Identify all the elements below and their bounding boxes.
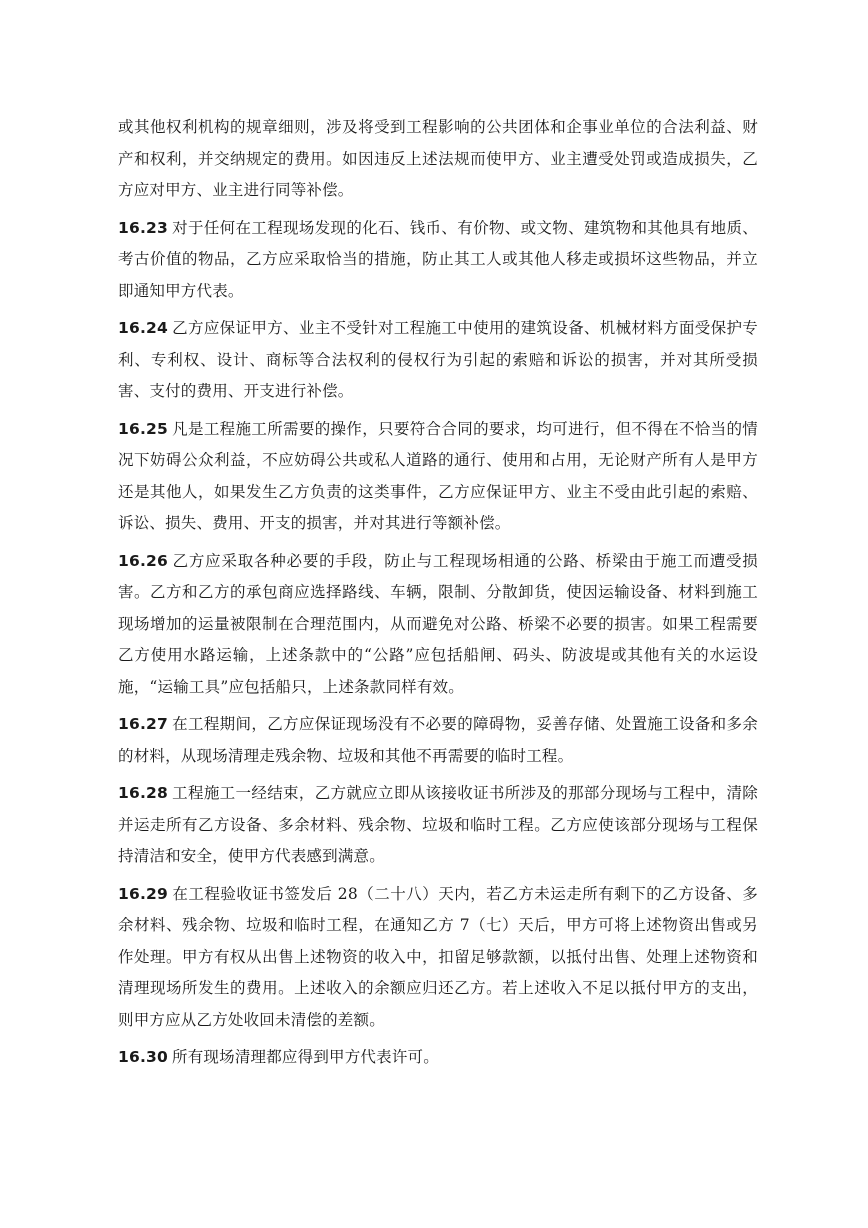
clause-16-28 xyxy=(118,778,758,873)
clause-16-30 xyxy=(118,1042,758,1074)
clause-text: 乙方应采取各种必要的手段，防止与工程现场相通的公路、桥梁由于施工而遭受损害。乙方和乙方的承包商应选择路线、车辆，限制、分散卸货，使因运输设备、材料到施工现场增加的运量被限制在合理范围内，从而避免对公路、桥梁不必要的损害。如果工程需要乙方使用水路运输，上述条款中的“公路”应包括船闸、码头、防波堤或其他有关的水运设施，“运输工具”应包括船只，上述条款同样有效。 xyxy=(118,551,758,696)
clause-number: 16.30 xyxy=(118,1048,169,1066)
clause-text: 凡是工程施工所需要的操作，只要符合合同的要求，均可进行，但不得在不恰当的情况下妨碍公众利益，不应妨碍公共或私人道路的通行、使用和占用，无论财产所有人是甲方还是其他人，如果发生乙方负责的这类事件，乙方应保证甲方、业主不受由此引起的索赔、诉讼、损失、费用、开支的损害，并对其进行等额补偿。 xyxy=(118,419,758,532)
clause-number: 16.24 xyxy=(118,319,169,337)
clause-text: 乙方应保证甲方、业主不受针对工程施工中使用的建筑设备、机械材料方面受保护专利、专利权、设计、商标等合法权利的侵权行为引起的索赔和诉讼的损害，并对其所受损害、支付的费用、开支进行补偿。 xyxy=(118,319,758,400)
clause-text: 对于任何在工程现场发现的化石、钱币、有价物、或文物、建筑物和其他具有地质、考古价值的物品，乙方应采取恰当的措施，防止其工人或其他人移走或损坏这些物品，并立即通知甲方代表。 xyxy=(118,218,758,300)
clause-number: 16.26 xyxy=(118,551,169,570)
clause-text: 工程施工一经结束，乙方就应立即从该接收证书所涉及的那部分现场与工程中，清除并运走所有乙方设备、多余材料、残余物、垃圾和临时工程。乙方应使该部分现场与工程保持清洁和安全，使甲方代表感到满意。 xyxy=(118,784,758,865)
paragraph-text: 或其他权利机构的规章细则，涉及将受到工程影响的公共团体和企事业单位的合法利益、财产和权利，并交纳规定的费用。如因违反上述法规而使甲方、业主遭受处罚或造成损失，乙方应对甲方、业主进行同等补偿。 xyxy=(118,118,758,199)
clause-number: 16.25 xyxy=(118,419,169,438)
clause-16-29 xyxy=(118,879,758,1037)
paragraph-continuation xyxy=(118,112,758,207)
clause-number: 16.29 xyxy=(118,884,169,903)
clause-16-25 xyxy=(118,414,758,540)
clause-text: 所有现场清理都应得到甲方代表许可。 xyxy=(172,1048,439,1066)
clause-text: 在工程验收证书签发后 28（二十八）天内，若乙方未运走所有剩下的乙方设备、多余材料、残余物、垃圾和临时工程，在通知乙方 7（七）天后，甲方可将上述物资出售或另作处理。甲方有权从出售上述物资的收入中，扣留足够款额，以抵付出售、处理上述物资和清理现场所发生的费用。上述收入的余额应归还乙方。若上述收入不足以抵付甲方的支出，则甲方应从乙方处收回未清偿的差额。 xyxy=(118,884,758,1029)
clause-16-27 xyxy=(118,709,758,772)
clause-16-24 xyxy=(118,313,758,408)
clause-number: 16.23 xyxy=(118,218,169,237)
clause-text: 在工程期间，乙方应保证现场没有不必要的障碍物，妥善存储、处置施工设备和多余的材料，从现场清理走残余物、垃圾和其他不再需要的临时工程。 xyxy=(118,715,758,765)
clause-16-23 xyxy=(118,213,758,308)
clause-number: 16.27 xyxy=(118,715,169,733)
clause-16-26 xyxy=(118,546,758,704)
clause-number: 16.28 xyxy=(118,784,169,802)
